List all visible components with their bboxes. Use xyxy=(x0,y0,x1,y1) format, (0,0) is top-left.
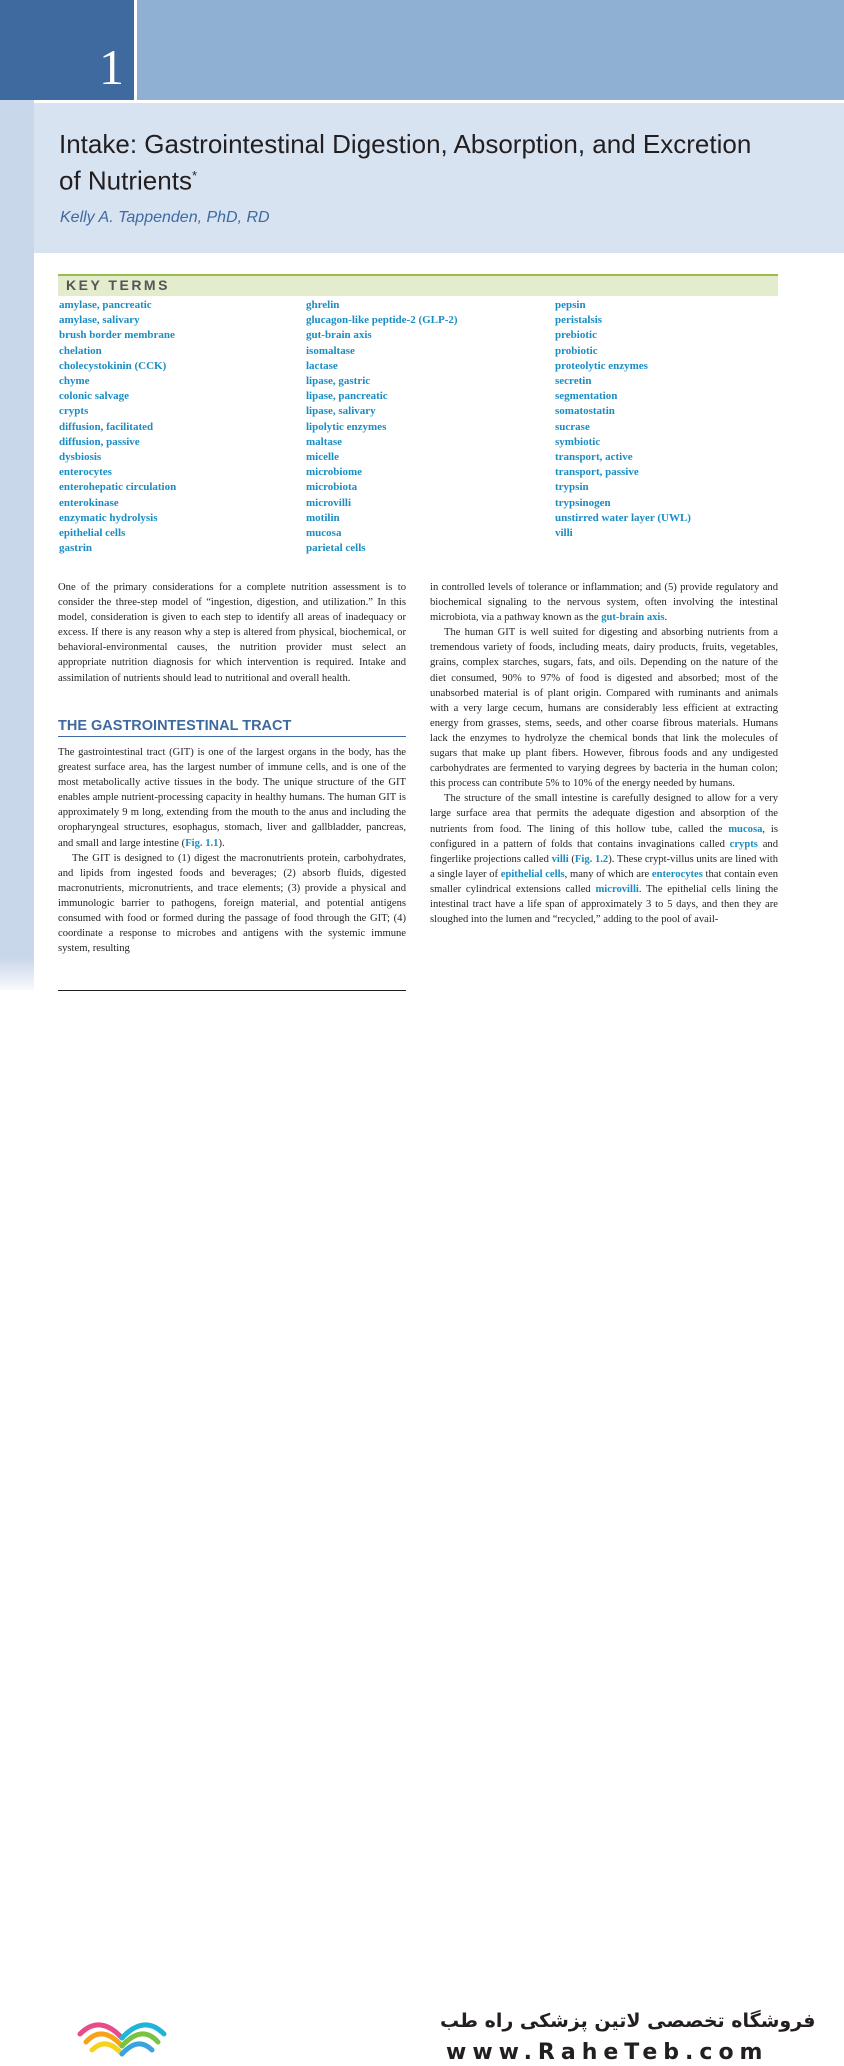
key-term-item[interactable]: trypsinogen xyxy=(555,496,611,509)
key-term-item[interactable]: unstirred water layer (UWL) xyxy=(555,511,691,524)
mucosa-link[interactable]: mucosa xyxy=(728,823,763,835)
left-column-text xyxy=(58,745,406,956)
key-term-item[interactable]: gastrin xyxy=(59,542,92,555)
key-term-item[interactable]: lactase xyxy=(306,359,338,372)
key-terms-heading: KEY TERMS xyxy=(66,277,170,293)
key-term-item[interactable]: lipolytic enzymes xyxy=(306,420,387,433)
key-term-item[interactable]: lipase, gastric xyxy=(306,375,371,388)
key-term-item[interactable]: microvilli xyxy=(306,496,352,509)
villi-link[interactable]: villi xyxy=(551,853,569,865)
key-term-item[interactable]: lipase, salivary xyxy=(306,405,376,418)
key-term-item[interactable]: isomaltase xyxy=(306,344,355,357)
key-term-item[interactable]: enzymatic hydrolysis xyxy=(59,511,158,524)
epithelial-cells-link[interactable]: epithelial cells xyxy=(500,868,565,880)
key-term-item[interactable]: enterocytes xyxy=(59,466,112,479)
key-term-item[interactable]: diffusion, passive xyxy=(59,435,140,448)
microvilli-link[interactable]: microvilli xyxy=(595,883,639,895)
left-margin-strip xyxy=(0,0,34,990)
chapter-number: 1 xyxy=(99,39,124,95)
key-term-item[interactable]: colonic salvage xyxy=(59,390,129,403)
title-footnote-mark: * xyxy=(191,168,198,183)
key-term-item[interactable]: dysbiosis xyxy=(59,451,102,464)
key-terms-column-3 xyxy=(555,298,691,541)
key-term-item[interactable]: crypts xyxy=(59,405,89,418)
key-term-item[interactable]: chyme xyxy=(59,375,90,388)
key-term-item[interactable]: chelation xyxy=(59,344,102,357)
key-term-item[interactable]: probiotic xyxy=(555,344,598,357)
intro-text-block xyxy=(58,580,406,686)
store-banner xyxy=(0,994,844,2065)
chapter-title: Intake: Gastrointestinal Digestion, Absorption, and Excretion of Nutrients* xyxy=(59,129,752,196)
key-term-item[interactable]: glucagon-like peptide-2 (GLP-2) xyxy=(306,314,458,327)
figure-1-2-link[interactable]: Fig. 1.2 xyxy=(574,853,609,865)
key-term-item[interactable]: brush border membrane xyxy=(59,329,175,342)
key-term-item[interactable]: somatostatin xyxy=(555,405,615,418)
git-paragraph-1: The gastrointestinal tract (GIT) is one of the largest organs in the body, has the greatest surface area, has the largest number of immune cells, and is one of the most metabolically active tissues in the body. The unique structure of the GIT enables ample nutrient-processing capacity in healthy humans. The human GIT is approximately 9 m long, extending from the mouth to the anus and including the oropharyngeal structures, esophagus, stomach, liver and gallbladder, pancreas, and small and large intestine (Fig. 1.1). xyxy=(58,747,406,849)
key-term-item[interactable]: segmentation xyxy=(555,390,618,403)
intro-paragraph: One of the primary considerations for a complete nutrition assessment is to consider the three-step model of “ingestion, digestion, and utilization.” In this model, consideration is given to each step to identify all areas of inadequacy or excess. If there is any reason why a step is altered from physical, biochemical, or behavioral-environmental causes, the nutrition provider must select an appropriate nutrition diagnosis for which intervention is required. Intake and assimilation of nutrients should lead to nutritional and overall health. xyxy=(58,582,406,684)
key-term-item[interactable]: epithelial cells xyxy=(59,527,126,540)
page-fade-overlay xyxy=(0,958,844,994)
chapter-number-box xyxy=(0,0,134,100)
key-term-item[interactable]: pepsin xyxy=(555,299,586,311)
key-term-item[interactable]: mucosa xyxy=(306,527,342,540)
right-paragraph-1: in controlled levels of tolerance or inflammation; and (5) provide regulatory and biochemical signaling to the nervous system, often involving the intestinal microbiota, via a pathway known as the gut-brain axis. xyxy=(430,582,778,624)
key-term-item[interactable]: micelle xyxy=(306,451,339,464)
key-term-item[interactable]: enterokinase xyxy=(59,496,119,509)
key-term-item[interactable]: secretin xyxy=(555,375,592,388)
key-term-item[interactable]: amylase, pancreatic xyxy=(59,299,152,311)
key-term-item[interactable]: peristalsis xyxy=(555,314,603,327)
key-term-item[interactable]: transport, active xyxy=(555,451,633,464)
key-terms-column-2 xyxy=(306,298,458,556)
key-term-item[interactable]: diffusion, facilitated xyxy=(59,420,154,433)
header-top-band xyxy=(137,0,844,100)
key-term-item[interactable]: sucrase xyxy=(555,420,590,433)
book-logo-icon xyxy=(72,1996,172,2066)
store-url-link[interactable]: www.RaheTeb.com xyxy=(446,2040,769,2065)
gut-brain-axis-link[interactable]: gut-brain axis xyxy=(601,612,665,624)
key-term-item[interactable]: maltase xyxy=(306,435,343,448)
key-term-item[interactable]: prebiotic xyxy=(555,329,597,342)
key-terms-column-1 xyxy=(59,298,176,556)
crypts-link[interactable]: crypts xyxy=(729,838,758,850)
figure-1-1-link[interactable]: Fig. 1.1 xyxy=(185,837,219,849)
footnote-rule xyxy=(58,990,406,991)
key-term-item[interactable]: amylase, salivary xyxy=(59,314,140,327)
key-terms-header xyxy=(58,274,778,296)
enterocytes-link[interactable]: enterocytes xyxy=(651,868,703,880)
key-term-item[interactable]: parietal cells xyxy=(306,542,366,555)
key-term-item[interactable]: gut-brain axis xyxy=(306,329,372,342)
right-paragraph-2: The human GIT is well suited for digesting and absorbing nutrients from a tremendous variety of foods, including meats, dairy products, fruits, vegetables, grains, complex starches, sugars, fats, and oils. Depending on the nature of the diet consumed, 90% to 97% of food is digested and absorbed; most of the unabsorbed material is of plant origin. Compared with ruminants and animals with a very large cecum, humans are considerably less efficient at extracting energy from grasses, stems, seeds, and other coarse fibrous materials. Humans lack the enzymes to hydrolyze the chemical bonds that link the molecules of sugars that make up plant fibers. However, fibrous foods and any undigested carbohydrates are fermented to varying degrees by bacteria in the human colon; this process can contribute 5% to 10% of the energy needed by humans. xyxy=(430,627,778,790)
key-term-item[interactable]: enterohepatic circulation xyxy=(59,481,177,494)
store-name: فروشگاه تخصصی لاتین پزشکی راه طب xyxy=(440,2010,816,2032)
key-term-item[interactable]: microbiome xyxy=(306,466,363,479)
key-term-item[interactable]: proteolytic enzymes xyxy=(555,359,648,372)
right-paragraph-3: The structure of the small intestine is carefully designed to allow for a very large surface area that permits the adequate digestion and absorption of the nutrients from food. The lining of this hollow tube, called the mucosa, is configured in a pattern of folds that contains invaginations called crypts and fingerlike projections called villi (Fig. 1.2). These crypt-villus units are lined with a single layer of epithelial cells, many of which are enterocytes that contain even smaller cylindrical extensions called microvilli. The epithelial cells lining the intestinal tract have a life span of approximately 3 to 5 days, and then they are sloughed into the lumen and “recycled,” adding to the pool of avail- xyxy=(430,793,778,926)
key-term-item[interactable]: transport, passive xyxy=(555,466,639,479)
right-column-text xyxy=(430,580,778,927)
key-term-item[interactable]: motilin xyxy=(306,511,340,524)
key-term-item[interactable]: symbiotic xyxy=(555,435,601,448)
section-heading: THE GASTROINTESTINAL TRACT xyxy=(58,718,406,737)
key-term-item[interactable]: microbiota xyxy=(306,481,358,494)
git-paragraph-2: The GIT is designed to (1) digest the macronutrients protein, carbohydrates, and lipids from ingested foods and beverages; (2) absorb fluids, digested macronutrients, micronutrients, and trace elements; (3) provide a physical and immunologic barrier to pathogens, foreign material, and potential antigens consumed with food or formed during the passage of food through the GIT; (4) coordinate a response to microbes and antigens with the systemic immune system, resulting xyxy=(58,852,406,955)
key-term-item[interactable]: villi xyxy=(555,527,573,540)
key-term-item[interactable]: ghrelin xyxy=(306,299,340,311)
author-name: Kelly A. Tappenden, PhD, RD xyxy=(60,209,270,226)
key-term-item[interactable]: lipase, pancreatic xyxy=(306,390,388,403)
key-term-item[interactable]: cholecystokinin (CCK) xyxy=(59,359,167,372)
key-term-item[interactable]: trypsin xyxy=(555,481,589,494)
